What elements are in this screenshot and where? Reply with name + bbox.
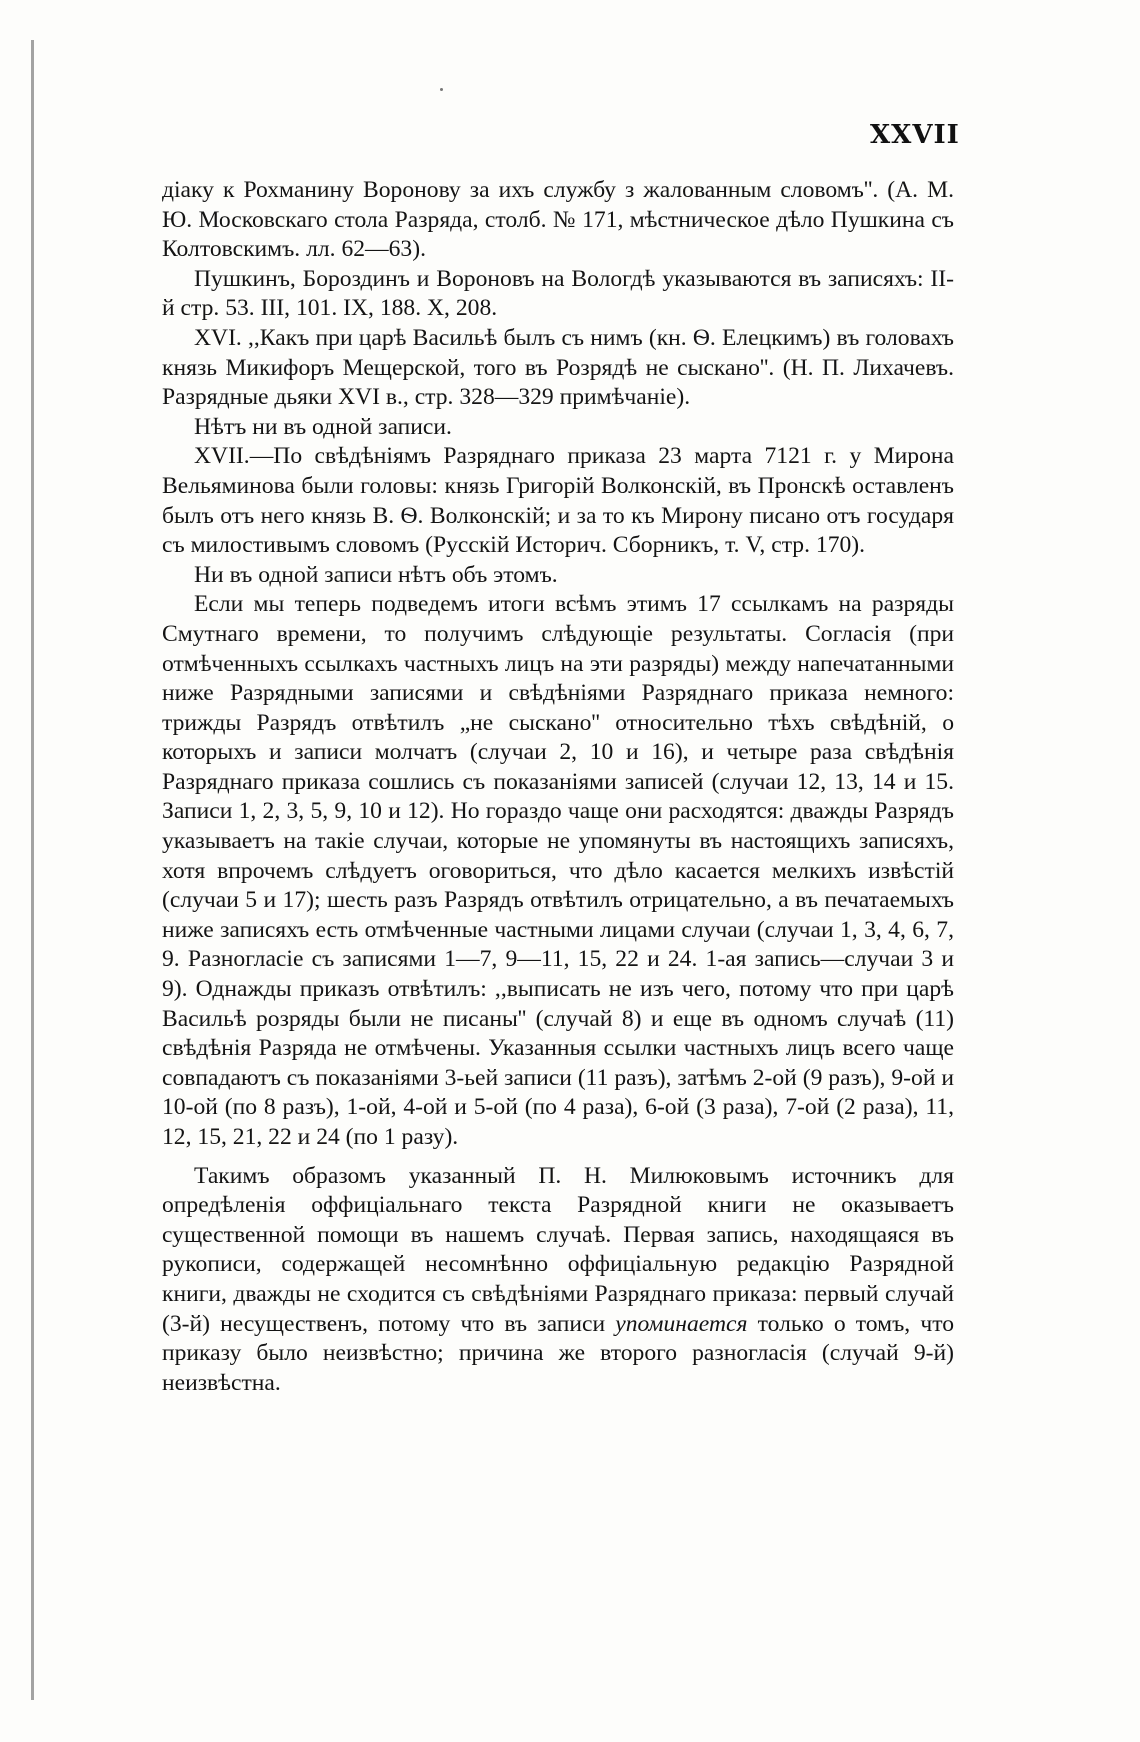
paragraph: Нѣтъ ни въ одной записи. bbox=[194, 413, 452, 440]
emphasis-text: упоминается bbox=[615, 1310, 748, 1337]
paragraph: діаку к Рохманину Воронову за ихъ службу з жалованным словомъ''. (А. М. Ю. Московскаго стола Разряда, столб. № 171, мѣстническое дѣло Пушкина съ Колтовскимъ. лл. 62—63). bbox=[162, 177, 954, 263]
paragraph bbox=[162, 1162, 954, 1399]
paragraph-spacer bbox=[162, 1153, 954, 1162]
paragraph: Если мы теперь подведемъ итоги всѣмъ этимъ 17 ссылкамъ на разряды Смутнаго времени, то получимъ слѣдующіе результаты. Согласія (при отмѣченныхъ ссылкахъ частныхъ лицъ на эти разряды) между напечатанными ниже Разрядными записями и свѣдѣніями Разряднаго приказа немного: трижды Разрядъ отвѣтилъ „не сыскано'' относительно тѣхъ свѣдѣній, о которыхъ и записи молчатъ (случаи 2, 10 и 16), и четыре раза свѣдѣнія Разряднаго приказа сошлись съ показаніями записей (случаи 12, 13, 14 и 15. Записи 1, 2, 3, 5, 9, 10 и 12). Но гораздо чаще они расходятся: дважды Разрядъ указываетъ на такіе случаи, которые не упомянуты въ настоящихъ записяхъ, хотя впрочемъ слѣдуетъ оговориться, что дѣло касается мелкихъ извѣстій (случаи 5 и 17); шесть разъ Разрядъ отвѣтилъ отрицательно, а въ печатаемыхъ ниже записяхъ есть отмѣченные частными лицами случаи (случаи 1, 3, 4, 6, 7, 9. Разногласіе съ записями 1—7, 9—11, 15, 22 и 24. 1-ая запись—случаи 3 и 9). Однажды приказъ отвѣтилъ: ,,выписать не изъ чего, потому что при царѣ Васильѣ розряды были не писаны'' (случай 8) и еще въ одномъ случаѣ (11) свѣдѣнія Разряда не отмѣчены. Указанныя ссылки частныхъ лицъ всего чаще совпадаютъ съ показаніями 3-ьей записи (11 разъ), затѣмъ 2-ой (9 разъ), 9-ой и 10-ой (по 8 разъ), 1-ой, 4-ой и 5-ой (по 4 раза), 6-ой (3 раза), 7-ой (2 раза), 11, 12, 15, 21, 22 и 24 (по 1 разу). bbox=[162, 591, 954, 1150]
scan-speck bbox=[440, 88, 443, 91]
paragraph: Ни въ одной записи нѣтъ объ этомъ. bbox=[194, 561, 558, 588]
paragraph: XVI. ,,Какъ при царѣ Васильѣ былъ съ нимъ (кн. Ѳ. Елецкимъ) въ головахъ князь Микифоръ Мещерской, того въ Розрядѣ не сыскано''. (Н. П. Лихачевъ. Разрядные дьяки XVI в., стр. 328—329 примѣчаніе). bbox=[162, 324, 954, 411]
page-number: XXVII bbox=[870, 120, 960, 150]
paragraph-text: только о томъ, что приказу было неизвѣстно; причина же второго разногласія (случай 9-й) неизвѣстна. bbox=[162, 1310, 955, 1396]
paragraph: Пушкинъ, Бороздинъ и Вороновъ на Вологдѣ указываются въ записяхъ: II-й стр. 53. III, 101. IX, 188. X, 208. bbox=[162, 265, 954, 322]
body-text bbox=[162, 176, 954, 1398]
paragraph: XVII.—По свѣдѣніямъ Разряднаго приказа 23 марта 7121 г. у Мирона Вельяминова были головы: князь Григорій Волконскій, въ Пронскѣ оставленъ былъ отъ него князь В. Ѳ. Волконскій; и за то къ Мирону писано отъ государя съ милостивымъ словомъ (Русскій Историч. Сборникъ, т. V, стр. 170). bbox=[162, 443, 954, 559]
paragraph-text: Такимъ образомъ указанный П. Н. Милюковымъ источникъ для опредѣленія оффиціальнаго текста Разрядной книги не оказываетъ существенной помощи въ нашемъ случаѣ. Первая запись, находящаяся въ рукописи, содержащей несомнѣнно оффиціальную редакцію Разрядной книги, дважды не сходится съ свѣдѣніями Разряднаго приказа: первый случай (3-й) несущественъ, потому что въ записи bbox=[162, 1162, 954, 1337]
page-edge-line bbox=[31, 40, 34, 1700]
